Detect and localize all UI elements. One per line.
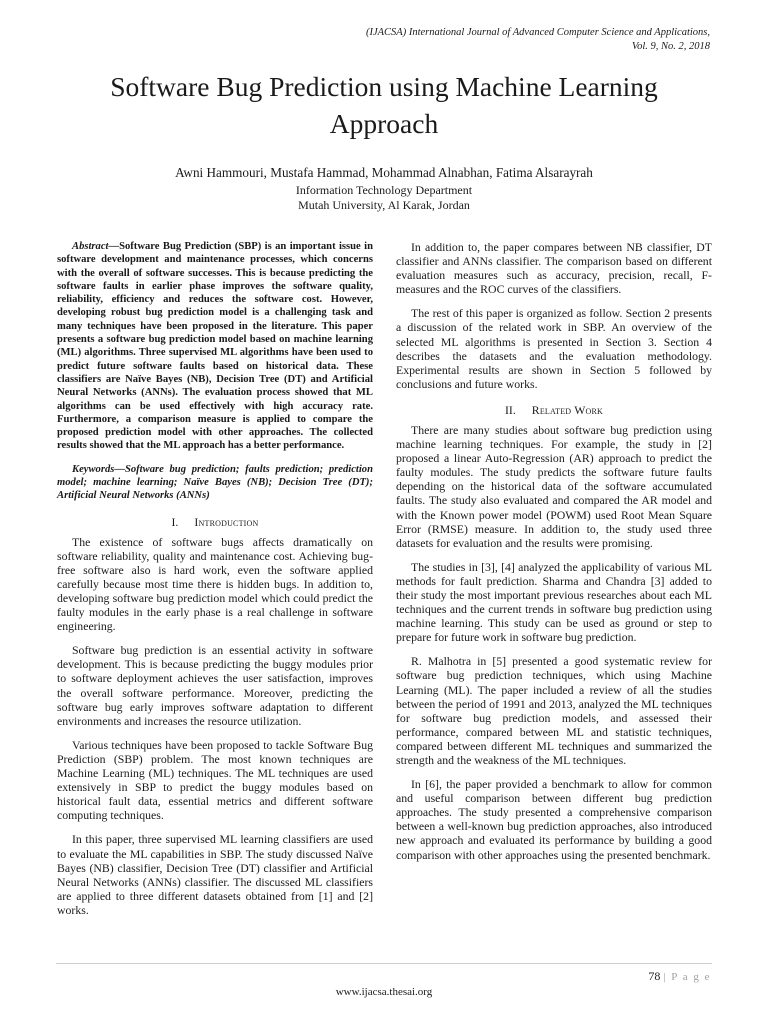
page-number — [648, 969, 711, 984]
keywords-label: Keywords— — [72, 463, 125, 475]
paragraph: The studies in [3], [4] analyzed the applicability of various ML methods for fault prediction. Sharma and Chandra [3] added to their study the most important previous researches about each ML techniques and the current trends in software bug prediction using machine learning. This study can be used as ground or step to prepare for future work in software bug prediction. — [396, 559, 712, 645]
journal-name: (IJACSA) International Journal of Advanced Computer Science and Applications, — [365, 27, 710, 38]
left-column — [57, 240, 373, 927]
keywords-text: Software bug prediction; faults prediction; prediction model; machine learning; Naïve Bayes (NB); Decision Tree (DT); Artificial Neural Networks (ANNs) — [57, 463, 373, 502]
page-number-value: 78 — [648, 969, 661, 983]
right-column — [396, 240, 712, 872]
paragraph: In [6], the paper provided a benchmark to allow for common and useful comparison between different bug prediction approaches. The study presented a comprehensive comparison between a well-known bug prediction approaches, also introduced new approach and evaluated its performance by building a good comparison with other approaches using the presented benchmark. — [396, 777, 712, 862]
affiliation-university: Mutah University, Al Karak, Jordan — [298, 198, 470, 212]
paragraph: There are many studies about software bug prediction using machine learning techniques. For example, the study in [2] proposed a linear Auto-Regression (AR) approach to predict the faulty modules. The study predicts the software future faults depending on the historical data of the software accumulated faults. The study also evaluated and compared the AR model and with the Known power model (POWM) used Root Mean Square Error (RMSE) measure. In addition to, the study used three datasets for evaluation and the results were promising. — [396, 422, 712, 550]
author-list: Awni Hammouri, Mustafa Hammad, Mohammad Alnabhan, Fatima Alsarayrah — [175, 165, 593, 180]
abstract-label: Abstract— — [72, 241, 120, 252]
affiliation-department: Information Technology Department — [295, 183, 473, 197]
paragraph: R. Malhotra in [5] presented a good systematic review for software bug prediction techniques, which using Machine Learning (ML). The paper included a review of all the studies between the period of 1991 and 2013, analyzed the ML techniques for software bug prediction models, and assessed their performance, compared between ML and statistic techniques, compared between different ML techniques and summarized the strength and the weakness of the ML techniques. — [396, 654, 712, 767]
journal-website-link[interactable]: www.ijacsa.thesai.org — [335, 986, 433, 998]
journal-header — [250, 26, 710, 54]
page-label: | P a g e — [663, 971, 711, 983]
paragraph: Various techniques have been proposed to tackle Software Bug Prediction (SBP) problem. The most known techniques are Machine Learning (ML) techniques. The ML techniques are used extensively in SBP to predict the buggy modules based on historical fault data, essential metrics and different software computing techniques. — [57, 737, 373, 823]
keywords — [57, 463, 373, 503]
section-title: Related Work — [531, 402, 604, 417]
paper-title-line1: Software Bug Prediction using Machine Learning — [110, 71, 658, 102]
paper-title-line2: Approach — [329, 108, 439, 139]
paragraph: Software bug prediction is an essential activity in software development. This is because predicting the buggy modules prior to software deployment achieves the user satisfaction, improves the overall software performance. Moreover, predicting the software bug early improves software adaptation to different environments and increases the resource utilization. — [57, 643, 373, 728]
paragraph: In this paper, three supervised ML learning classifiers are used to evaluate the ML capabilities in SBP. The study discussed Naïve Bayes (NB) classifier, Decision Tree (DT) classifier and Artificial Neural Networks (ANNs) classifier. The discussed ML classifiers are applied to three different datasets obtained from [1] and [2] works. — [57, 832, 373, 917]
affiliation — [40, 183, 728, 213]
section-heading-introduction — [57, 515, 373, 529]
section-title: Introduction — [194, 514, 259, 529]
paragraph: The rest of this paper is organized as follow. Section 2 presents a discussion of the related work in SBP. An overview of the selected ML algorithms is presented in Section 3. Section 4 describes the datasets and the evaluation methodology. Experimental results are shown in Section 5 followed by conclusions and future works. — [396, 306, 712, 391]
section-number: I. — [171, 514, 179, 529]
footer-divider — [56, 963, 712, 964]
journal-volume: Vol. 9, No. 2, 2018 — [631, 41, 710, 52]
paragraph: In addition to, the paper compares between NB classifier, DT classifier and ANNs classifier. The comparison based on different evaluation measures such as accuracy, precision, recall, F-measures and the ROC curves of the classifiers. — [396, 240, 712, 297]
paper-title — [40, 68, 728, 142]
section-heading-related-work — [396, 403, 712, 417]
abstract-text: Software Bug Prediction (SBP) is an important issue in software development and maintenance processes, which concerns with the overall of software successes. This is because predicting the software faults in earlier phase improves the software quality, reliability, efficiency and reduces the software cost. However, developing robust bug prediction model is a challenging task and many techniques have been proposed in the literature. This paper presents a software bug prediction model based on machine learning (ML) algorithms. Three supervised ML algorithms have been used to predict future software faults based on historical data. These classifiers are Naïve Bayes (NB), Decision Tree (DT) and Artificial Neural Networks (ANNs). The evaluation process showed that ML algorithms can be used effectively with high accuracy rate. Furthermore, a comparison measure is applied to compare the proposed prediction model with other approaches. The collected results showed that the ML approach has a better performance. — [57, 241, 373, 452]
abstract — [57, 240, 373, 453]
section-number: II. — [504, 402, 516, 417]
paragraph: The existence of software bugs affects dramatically on software reliability, quality and maintenance cost. Achieving bug-free software also is hard work, even the software applied carefully because most time there is hidden bugs. In addition to, developing software bug prediction model which could predict the faulty modules in the early phase is a real challenge in software engineering. — [57, 534, 373, 634]
